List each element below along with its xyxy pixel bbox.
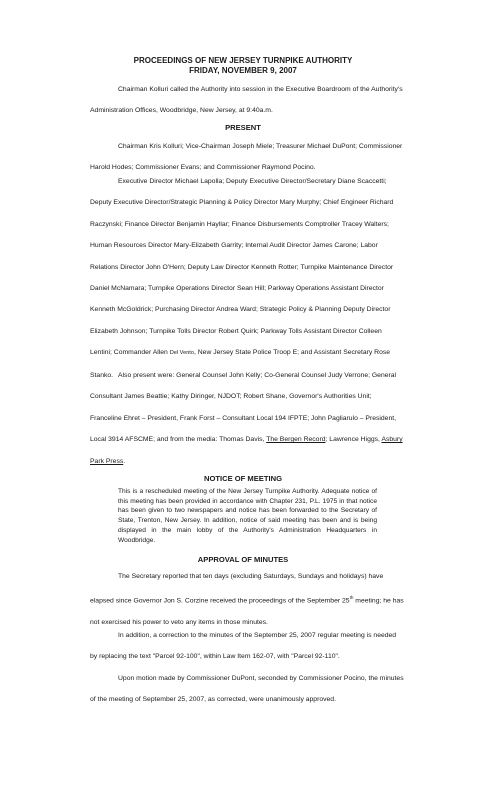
also-present-text: Also present were: General Counsel John Kelly; Co-General Counsel Judy Verrone; General Consultant James Beattie; Kathy Diringer, NJDOT; Robert Shane, Governor's Authorities Unit; Franceline Ehret – President, Frank Forst – Consultant Local 194 IFPTE; John Pagliarulo – President, Local 3914 AFSCME; and from the media: Thomas Davis, — [90, 372, 397, 444]
present-staff — [90, 171, 405, 386]
staff-name-small: Del Vento — [169, 350, 194, 357]
staff-text-end: , New Jersey State Police Troop E; and Assistant Secretary Rose Stanko. — [90, 349, 391, 379]
document-date: FRIDAY, NOVEMBER 9, 2007 — [189, 66, 297, 75]
also-present-mid: ; Lawrence Higgs, — [325, 436, 382, 444]
minutes-paragraph-3: Upon motion made by Commissioner DuPont, seconded by Commissioner Pocino, the minutes of the meeting of September 25, 2007, as corrected, were unanimously approved. — [90, 675, 404, 704]
also-present — [90, 365, 405, 472]
staff-text: Executive Director Michael Lapolla; Deputy Executive Director/Secretary Diane Scaccetti; Deputy Executive Director/Strategic Planning & Policy Director Mary Murphy; Chief Engineer Richard Raczynski; Finance Director Benjamin Hayllar; Finance Disbursements Comptroller Tracey Walters; Human Resources Director Mary-Elizabeth Garrity; Internal Audit Director James Carone; Labor Relations Director John O'Hern; Deputy Law Director Kenneth Rotter; Turnpike Maintenance Director Daniel McNamara; Turnpike Operations Director Sean Hill; Parkway Operations Assistant Director Kenneth McGoldrick; Purchasing Director Andrea Ward; Strategic Policy & Planning Deputy Director Elizabeth Johnson; Turnpike Tolls Director Robert Quirk; Parkway Tolls Assistant Director Colleen Lentini; Commander Allen — [90, 178, 394, 357]
intro-paragraph: Chairman Kolluri called the Authority into session in the Executive Boardroom of the Authority's Administration Offices, Woodbridge, New Jersey, at 9:40a.m. — [90, 86, 403, 115]
minutes-p1-end: meeting; he has not exercised his power to veto any items in those minutes. — [90, 597, 404, 627]
bergen-record: The Bergen Record — [266, 436, 326, 444]
minutes-heading: APPROVAL OF MINUTES — [197, 555, 289, 564]
present-heading: PRESENT — [225, 123, 261, 132]
minutes-paragraph-2: In addition, a correction to the minutes of the September 25, 2007 regular meeting is needed by replacing the text "Parcel 92-100", within Law Item 162-07, with "Parcel 92-110". — [90, 632, 397, 661]
present-commissioners: Chairman Kris Kolluri; Vice-Chairman Joseph Miele; Treasurer Michael DuPont; Commissioner Harold Hodes; Commissioner Evans; and Commissioner Raymond Pocino. — [90, 143, 403, 172]
also-present-end: . — [123, 457, 126, 465]
minutes-paragraph-1 — [90, 566, 405, 633]
ordinal-suffix: th — [349, 595, 354, 601]
document-title: PROCEEDINGS OF NEW JERSEY TURNPIKE AUTHORITY — [133, 56, 353, 65]
notice-heading: NOTICE OF MEETING — [203, 474, 283, 483]
notice-text: This is a rescheduled meeting of the New Jersey Turnpike Authority. Adequate notice of this meeting has been provided in accordance with Chapter 231, P.L. 1975 in that notice has been given to two newspapers and notice has been forwarded to the Secretary of State, Trenton, New Jersey. In addition, notice of said meeting has been and is being displayed in the main lobby of the Authority's Administration Headquarters in Woodbridge. — [118, 488, 377, 544]
asbury-park-press: Asbury Park Press — [90, 436, 403, 465]
minutes-p1-text: The Secretary reported that ten days (excluding Saturdays, Sundays and holidays) have elapsed since Governor Jon S. Corzine received the proceedings of the September 25 — [90, 573, 384, 605]
